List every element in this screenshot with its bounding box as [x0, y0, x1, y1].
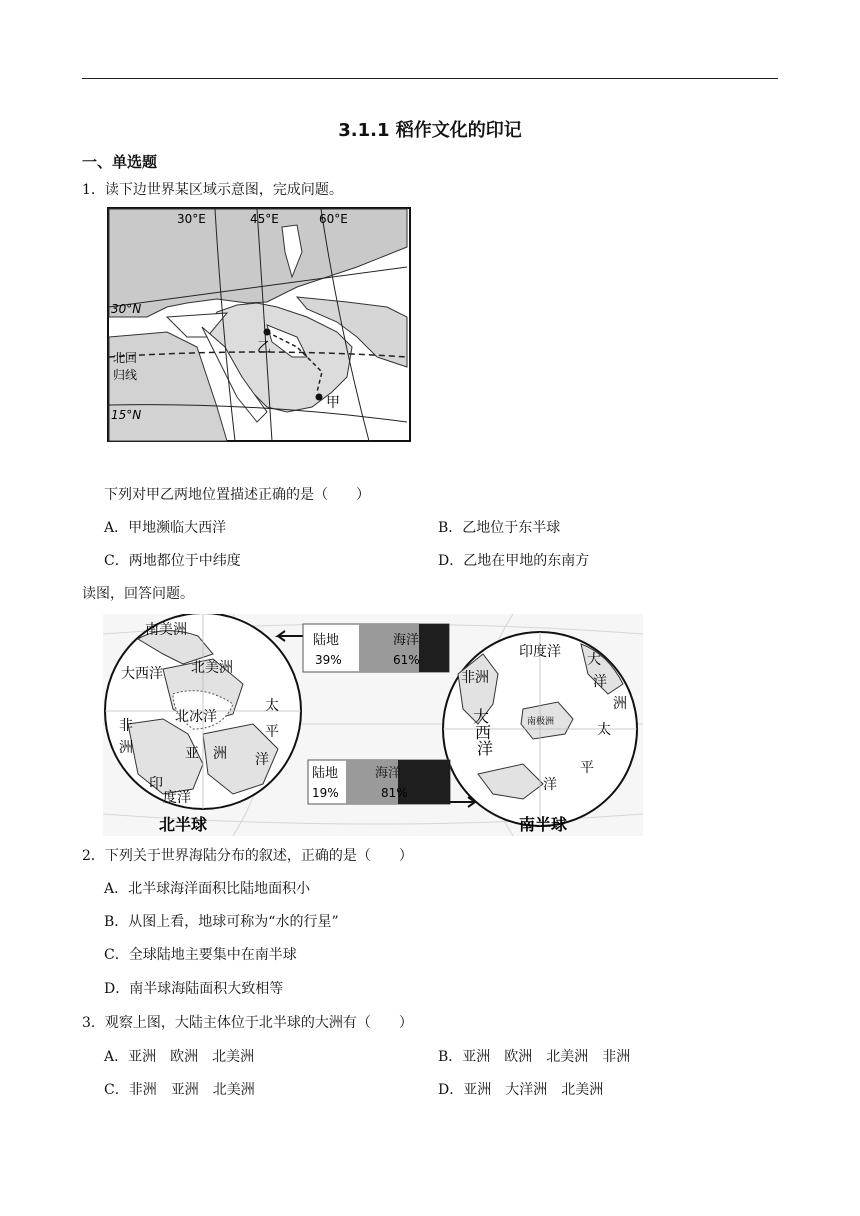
south-land-label: 陆地 — [312, 766, 339, 781]
page-title: 3.1.1 稻作文化的印记 — [338, 120, 522, 141]
south-label-pacific-3: 洋 — [543, 777, 557, 793]
north-label-pacific-1: 太 — [265, 698, 279, 714]
north-label-africa-2: 洲 — [119, 740, 133, 756]
q1-option-d[interactable]: D．乙地在甲地的东南方 — [438, 553, 590, 569]
south-label-pacific-1: 太 — [597, 722, 611, 738]
north-hemisphere-caption: 北半球 — [159, 815, 208, 834]
north-label-pacific-2: 平 — [265, 724, 279, 740]
q2-stem: 2．下列关于世界海陆分布的叙述，正确的是（ ） — [82, 848, 413, 864]
map-label-tropic-1: 北回 — [113, 351, 138, 365]
map-label-60e: 60°E — [319, 212, 348, 226]
south-label-atlantic-3: 洋 — [477, 739, 494, 758]
south-land-pct: 19% — [312, 786, 339, 800]
q2-option-a[interactable]: A．北半球海洋面积比陆地面积小 — [104, 881, 311, 897]
hemispheres-figure — [103, 614, 643, 836]
south-label-pacific-2: 平 — [580, 760, 594, 776]
q3-option-c[interactable]: C．非洲 亚洲 北美洲 — [104, 1082, 255, 1098]
north-land-label: 陆地 — [313, 633, 340, 648]
north-label-atlantic: 大西洋 — [121, 666, 163, 682]
north-label-arctic: 北冰洋 — [175, 709, 217, 725]
north-label-indian-1: 印 — [149, 776, 163, 792]
q2-option-d[interactable]: D．南半球海陆面积大致相等 — [104, 981, 284, 997]
map-label-30e: 30°E — [177, 212, 206, 226]
south-label-africa: 非洲 — [461, 670, 489, 686]
north-ocean-pct: 61% — [393, 653, 420, 667]
north-label-asia: 亚 洲 — [185, 746, 227, 762]
map-point-jia: 甲 — [326, 395, 340, 411]
q2-option-b[interactable]: B．从图上看，地球可称为“水的行星” — [104, 914, 339, 930]
section-heading: 一、单选题 — [82, 153, 158, 171]
q1-option-a[interactable]: A．甲地濒临大西洋 — [104, 520, 227, 536]
q3-option-d[interactable]: D．亚洲 大洋洲 北美洲 — [438, 1082, 604, 1098]
map-point-yi: 乙 — [257, 340, 271, 356]
north-label-indian-2: 度洋 — [163, 790, 191, 806]
north-label-south-america: 南美洲 — [145, 622, 187, 638]
q1-question: 下列对甲乙两地位置描述正确的是（ ） — [104, 487, 370, 503]
q1-option-c[interactable]: C．两地都位于中纬度 — [104, 553, 241, 569]
map-label-15n: 15°N — [111, 408, 142, 422]
south-label-oceania-1: 大 — [587, 652, 601, 668]
north-label-north-america: 北美洲 — [191, 660, 233, 676]
north-label-africa-1: 非 — [119, 718, 133, 734]
q3-option-a[interactable]: A．亚洲 欧洲 北美洲 — [104, 1049, 255, 1065]
south-label-atlantic-2: 西 — [475, 723, 492, 742]
middle-east-map — [107, 207, 411, 442]
north-land-pct: 39% — [315, 653, 342, 667]
map-label-45e: 45°E — [250, 212, 279, 226]
south-label-oceania-3: 洲 — [613, 696, 627, 712]
south-label-oceania-2: 洋 — [593, 674, 607, 690]
north-label-pacific-3: 洋 — [255, 752, 269, 768]
south-label-indian: 印度洋 — [519, 644, 561, 660]
q3-stem: 3．观察上图，大陆主体位于北半球的大洲有（ ） — [82, 1015, 413, 1031]
header-rule — [82, 78, 778, 79]
south-ocean-pct: 81% — [381, 786, 408, 800]
map-label-30n: 30°N — [111, 302, 142, 316]
q1-stem: 1．读下边世界某区域示意图，完成问题。 — [82, 182, 343, 198]
q2-option-c[interactable]: C．全球陆地主要集中在南半球 — [104, 947, 297, 963]
q1-option-b[interactable]: B．乙地位于东半球 — [438, 520, 561, 536]
map-label-tropic-2: 归线 — [113, 368, 138, 382]
intro-q2: 读图，回答问题。 — [82, 586, 194, 602]
q3-option-b[interactable]: B．亚洲 欧洲 北美洲 非洲 — [438, 1049, 631, 1065]
south-hemisphere-caption: 南半球 — [519, 815, 568, 834]
north-ocean-label: 海洋 — [393, 633, 420, 648]
south-ocean-label: 海洋 — [375, 766, 402, 781]
south-label-antarctica: 南极洲 — [527, 717, 555, 727]
south-label-atlantic-1: 大 — [473, 707, 490, 726]
